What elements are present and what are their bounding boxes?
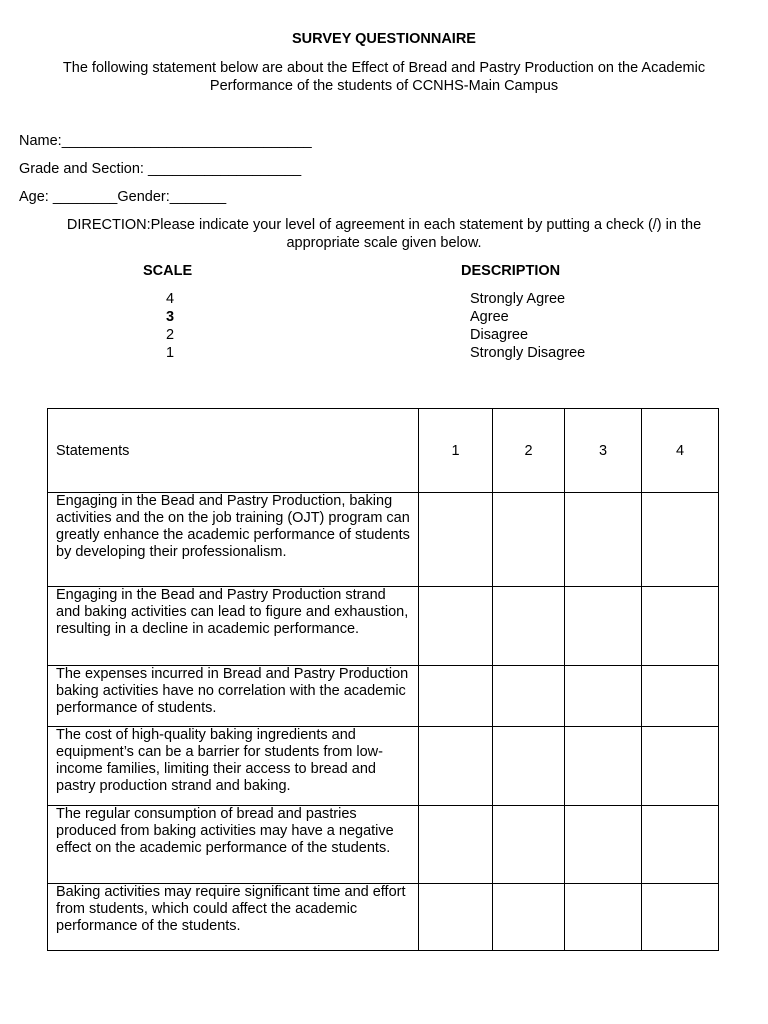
table-row (48, 806, 719, 884)
check-cell-1[interactable] (419, 884, 493, 951)
direction-line-2: appropriate scale given below. (286, 235, 482, 251)
check-cell-4[interactable] (642, 493, 719, 587)
scale-value: 1 (165, 345, 175, 361)
check-cell-4[interactable] (642, 727, 719, 806)
scale-value: 4 (165, 291, 175, 307)
scale-description: Strongly Disagree (470, 345, 586, 361)
table-row (48, 587, 719, 666)
scale-description: Disagree (470, 327, 529, 343)
statement-text: The cost of high-quality baking ingredients and equipment’s can be a barrier for students from low-income families, limiting their access to bread and pastry production strand and baking. (48, 727, 419, 806)
statement-text: Baking activities may require significant time and effort from students, which could affect the academic performance of the students. (48, 884, 419, 951)
table-row (48, 666, 719, 727)
check-cell-1[interactable] (419, 727, 493, 806)
table-row (48, 493, 719, 587)
survey-title: SURVEY QUESTIONNAIRE (292, 31, 476, 47)
scale-description: Agree (470, 309, 509, 325)
scale-value: 3 (165, 309, 175, 325)
check-cell-1[interactable] (419, 587, 493, 666)
check-cell-4[interactable] (642, 666, 719, 727)
check-cell-3[interactable] (565, 884, 642, 951)
check-cell-1[interactable] (419, 806, 493, 884)
scale-description: Strongly Agree (470, 291, 566, 307)
description-heading: DESCRIPTION (461, 263, 561, 279)
check-cell-4[interactable] (642, 806, 719, 884)
scale-column-header: 3 (565, 409, 642, 493)
check-cell-3[interactable] (565, 727, 642, 806)
check-cell-1[interactable] (419, 666, 493, 727)
intro-line-2: Performance of the students of CCNHS-Main Campus (209, 78, 559, 94)
check-cell-2[interactable] (493, 806, 565, 884)
intro-line-1: The following statement below are about the Effect of Bread and Pastry Production on the Academic (62, 60, 706, 76)
check-cell-3[interactable] (565, 493, 642, 587)
check-cell-4[interactable] (642, 587, 719, 666)
name-field[interactable]: Name:_______________________________ (19, 133, 312, 149)
check-cell-2[interactable] (493, 884, 565, 951)
scale-values (164, 290, 176, 362)
scale-descriptions (470, 290, 585, 362)
table-row (48, 884, 719, 951)
check-cell-3[interactable] (565, 666, 642, 727)
table-header-row (48, 409, 719, 493)
grade-section-field[interactable]: Grade and Section: ___________________ (19, 161, 302, 177)
check-cell-4[interactable] (642, 884, 719, 951)
check-cell-2[interactable] (493, 666, 565, 727)
scale-column-header: 1 (419, 409, 493, 493)
check-cell-3[interactable] (565, 587, 642, 666)
check-cell-1[interactable] (419, 493, 493, 587)
direction-line-1: DIRECTION:Please indicate your level of agreement in each statement by putting a check (/) in the (66, 217, 702, 233)
statements-header: Statements (48, 409, 419, 493)
check-cell-2[interactable] (493, 493, 565, 587)
check-cell-3[interactable] (565, 806, 642, 884)
statement-text: The regular consumption of bread and pastries produced from baking activities may have a negative effect on the academic performance of the students. (48, 806, 419, 884)
scale-column-header: 2 (493, 409, 565, 493)
survey-table (47, 408, 719, 951)
statement-text: The expenses incurred in Bread and Pastry Production baking activities have no correlation with the academic performance of students. (48, 666, 419, 727)
scale-value: 2 (165, 327, 175, 343)
statement-text: Engaging in the Bead and Pastry Production, baking activities and the on the job training (OJT) program can greatly enhance the academic performance of students by developing their professionalism. (48, 493, 419, 587)
intro-text (30, 59, 738, 95)
check-cell-2[interactable] (493, 587, 565, 666)
age-gender-field[interactable]: Age: ________Gender:_______ (19, 189, 227, 205)
check-cell-2[interactable] (493, 727, 565, 806)
direction-text (30, 216, 738, 252)
table-row (48, 727, 719, 806)
scale-column-header: 4 (642, 409, 719, 493)
scale-heading: SCALE (143, 263, 193, 279)
statement-text: Engaging in the Bead and Pastry Production strand and baking activities can lead to figure and exhaustion, resulting in a decline in academic performance. (48, 587, 419, 666)
